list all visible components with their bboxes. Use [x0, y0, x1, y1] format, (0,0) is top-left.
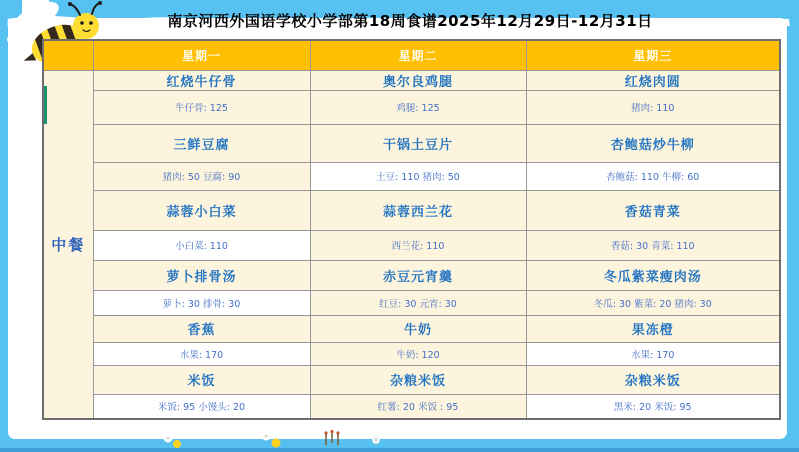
- ingredient-cell: 牛奶: 120: [310, 342, 526, 365]
- dish-cell: 红烧牛仔骨: [93, 70, 310, 90]
- dish-cell: 三鲜豆腐: [93, 124, 310, 162]
- right-edge-decoration: [784, 0, 799, 452]
- ingredient-cell: 红薯: 20 米饭 : 95: [310, 394, 526, 419]
- ingredient-cell: 红豆: 30 元宵: 30: [310, 290, 526, 315]
- menu-row: [43, 342, 780, 365]
- ingredient-cell: 冬瓜: 30 紫菜: 20 猪肉: 30: [526, 290, 780, 315]
- page-title: 南京河西外国语学校小学部第18周食谱2025年12月29日-12月31日: [167, 12, 653, 30]
- green-accent-mark: [44, 86, 47, 124]
- ingredient-cell: 小白菜: 110: [93, 230, 310, 260]
- meal-label-cell: [43, 70, 93, 419]
- ingredient-cell: 杏鲍菇: 110 牛柳: 60: [526, 162, 780, 190]
- ingredient-cell: 香菇: 30 青菜: 110: [526, 230, 780, 260]
- dish-cell: 赤豆元宵羹: [310, 260, 526, 290]
- menu-row: [43, 230, 780, 260]
- dish-cell: 杏鲍菇炒牛柳: [526, 124, 780, 162]
- menu-row: [43, 394, 780, 419]
- bottom-wave-decoration: [0, 430, 799, 452]
- menu-row: [43, 124, 780, 162]
- dish-cell: 杂粮米饭: [310, 365, 526, 394]
- ingredient-cell: 牛仔骨: 125: [93, 90, 310, 124]
- menu-row: [43, 260, 780, 290]
- meal-label: 中餐: [51, 235, 86, 254]
- dish-cell: 奥尔良鸡腿: [310, 70, 526, 90]
- day-header-row: [43, 40, 780, 70]
- menu-row: [43, 290, 780, 315]
- ingredient-cell: 鸡腿: 125: [310, 90, 526, 124]
- menu-row: [43, 90, 780, 124]
- ingredient-cell: 水果: 170: [526, 342, 780, 365]
- menu-row: [43, 190, 780, 230]
- dish-cell: 蒜蓉小白菜: [93, 190, 310, 230]
- dish-cell: 干锅土豆片: [310, 124, 526, 162]
- day-header-tuesday: 星期二: [310, 40, 526, 70]
- ingredient-cell: 猪肉: 50 豆腐: 90: [93, 162, 310, 190]
- ingredient-cell: 猪肉: 110: [526, 90, 780, 124]
- dish-cell: 冬瓜紫菜瘦肉汤: [526, 260, 780, 290]
- dish-cell: 萝卜排骨汤: [93, 260, 310, 290]
- menu-table: [42, 39, 781, 420]
- dish-cell: 果冻橙: [526, 315, 780, 342]
- day-header-wednesday: 星期三: [526, 40, 780, 70]
- dish-cell: 米饭: [93, 365, 310, 394]
- ingredient-cell: 萝卜: 30 排骨: 30: [93, 290, 310, 315]
- ingredient-cell: 土豆: 110 猪肉: 50: [310, 162, 526, 190]
- ingredient-cell: 西兰花: 110: [310, 230, 526, 260]
- ingredient-cell: 黑米: 20 米饭: 95: [526, 394, 780, 419]
- day-header-monday: 星期一: [93, 40, 310, 70]
- dish-cell: 红烧肉圆: [526, 70, 780, 90]
- dish-cell: 蒜蓉西兰花: [310, 190, 526, 230]
- dish-cell: 牛奶: [310, 315, 526, 342]
- dish-cell: 香菇青菜: [526, 190, 780, 230]
- menu-row: [43, 315, 780, 342]
- ingredient-cell: 米饭: 95 小馒头: 20: [93, 394, 310, 419]
- dish-cell: 杂粮米饭: [526, 365, 780, 394]
- dish-cell: 香蕉: [93, 315, 310, 342]
- corner-cell: [43, 40, 93, 70]
- ingredient-cell: 水果: 170: [93, 342, 310, 365]
- menu-row: [43, 162, 780, 190]
- menu-row: [43, 70, 780, 90]
- menu-row: [43, 365, 780, 394]
